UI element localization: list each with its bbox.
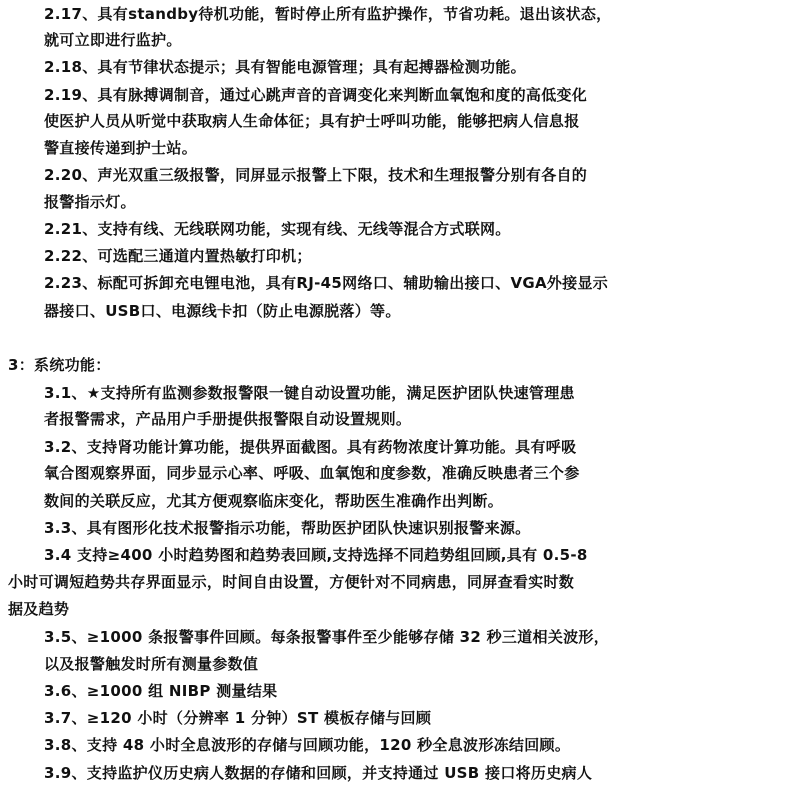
text-line: 3.3、具有图形化技术报警指示功能，帮助医护团队快速识别报警来源。 xyxy=(44,519,531,537)
text-line: 2.20、声光双重三级报警，同屏显示报警上下限，技术和生理报警分别有各自的 xyxy=(44,166,588,184)
text-line: 3.8、支持 48 小时全息波形的存储与回顾功能，120 秒全息波形冻结回顾。 xyxy=(44,736,571,754)
text-line: 器接口、USB口、电源线卡扣（防止电源脱落）等。 xyxy=(44,302,401,320)
text-line: 2.17、具有standby待机功能，暂时停止所有监护操作，节省功耗。退出该状态， xyxy=(44,5,612,23)
text-line: 者报警需求，产品用户手册提供报警限自动设置规则。 xyxy=(44,410,412,428)
text-line: 2.18、具有节律状态提示；具有智能电源管理；具有起搏器检测功能。 xyxy=(44,58,526,76)
text-line: 3.2、支持肾功能计算功能，提供界面截图。具有药物浓度计算功能。具有呼吸 xyxy=(44,438,577,456)
text-line: 3.5、≥1000 条报警事件回顾。每条报警事件至少能够存储 32 秒三道相关波形， xyxy=(44,628,610,646)
text-line: 就可立即进行监护。 xyxy=(44,31,182,49)
text-line: 小时可调短趋势共存界面显示，时间自由设置，方便针对不同病患，同屏查看实时数 xyxy=(8,573,575,591)
text-line: 使医护人员从听觉中获取病人生命体征；具有护士呼叫功能，能够把病人信息报 xyxy=(44,112,580,130)
text-line: 3.4 支持≥400 小时趋势图和趋势表回顾,支持选择不同趋势组回顾,具有 0.5-8 xyxy=(44,546,588,564)
text-line: 2.21、支持有线、无线联网功能，实现有线、无线等混合方式联网。 xyxy=(44,220,511,238)
text-line: 3.7、≥120 小时（分辨率 1 分钟）ST 模板存储与回顾 xyxy=(44,709,432,727)
text-line: 氧合图观察界面，同步显示心率、呼吸、血氧饱和度参数，准确反映患者三个参 xyxy=(44,464,580,482)
text-line: 3.6、≥1000 组 NIBP 测量结果 xyxy=(44,682,278,700)
text-line: 2.22、可选配三通道内置热敏打印机； xyxy=(44,247,312,265)
text-line: 3.1、★支持所有监测参数报警限一键自动设置功能，满足医护团队快速管理患 xyxy=(44,384,575,402)
text-line: 2.23、标配可拆卸充电锂电池，具有RJ-45网络口、辅助输出接口、VGA外接显示 xyxy=(44,274,609,292)
text-line: 以及报警触发时所有测量参数值 xyxy=(44,655,259,673)
section-heading: 3：系统功能： xyxy=(8,356,111,374)
text-line: 2.19、具有脉搏调制音，通过心跳声音的音调变化来判断血氧饱和度的高低变化 xyxy=(44,86,588,104)
text-line: 警直接传递到护士站。 xyxy=(44,139,198,157)
text-line: 报警指示灯。 xyxy=(44,193,136,211)
text-line: 3.9、支持监护仪历史病人数据的存储和回顾，并支持通过 USB 接口将历史病人 xyxy=(44,764,593,782)
text-line: 数间的关联反应，尤其方便观察临床变化，帮助医生准确作出判断。 xyxy=(44,492,504,510)
text-line: 据及趋势 xyxy=(8,600,70,618)
